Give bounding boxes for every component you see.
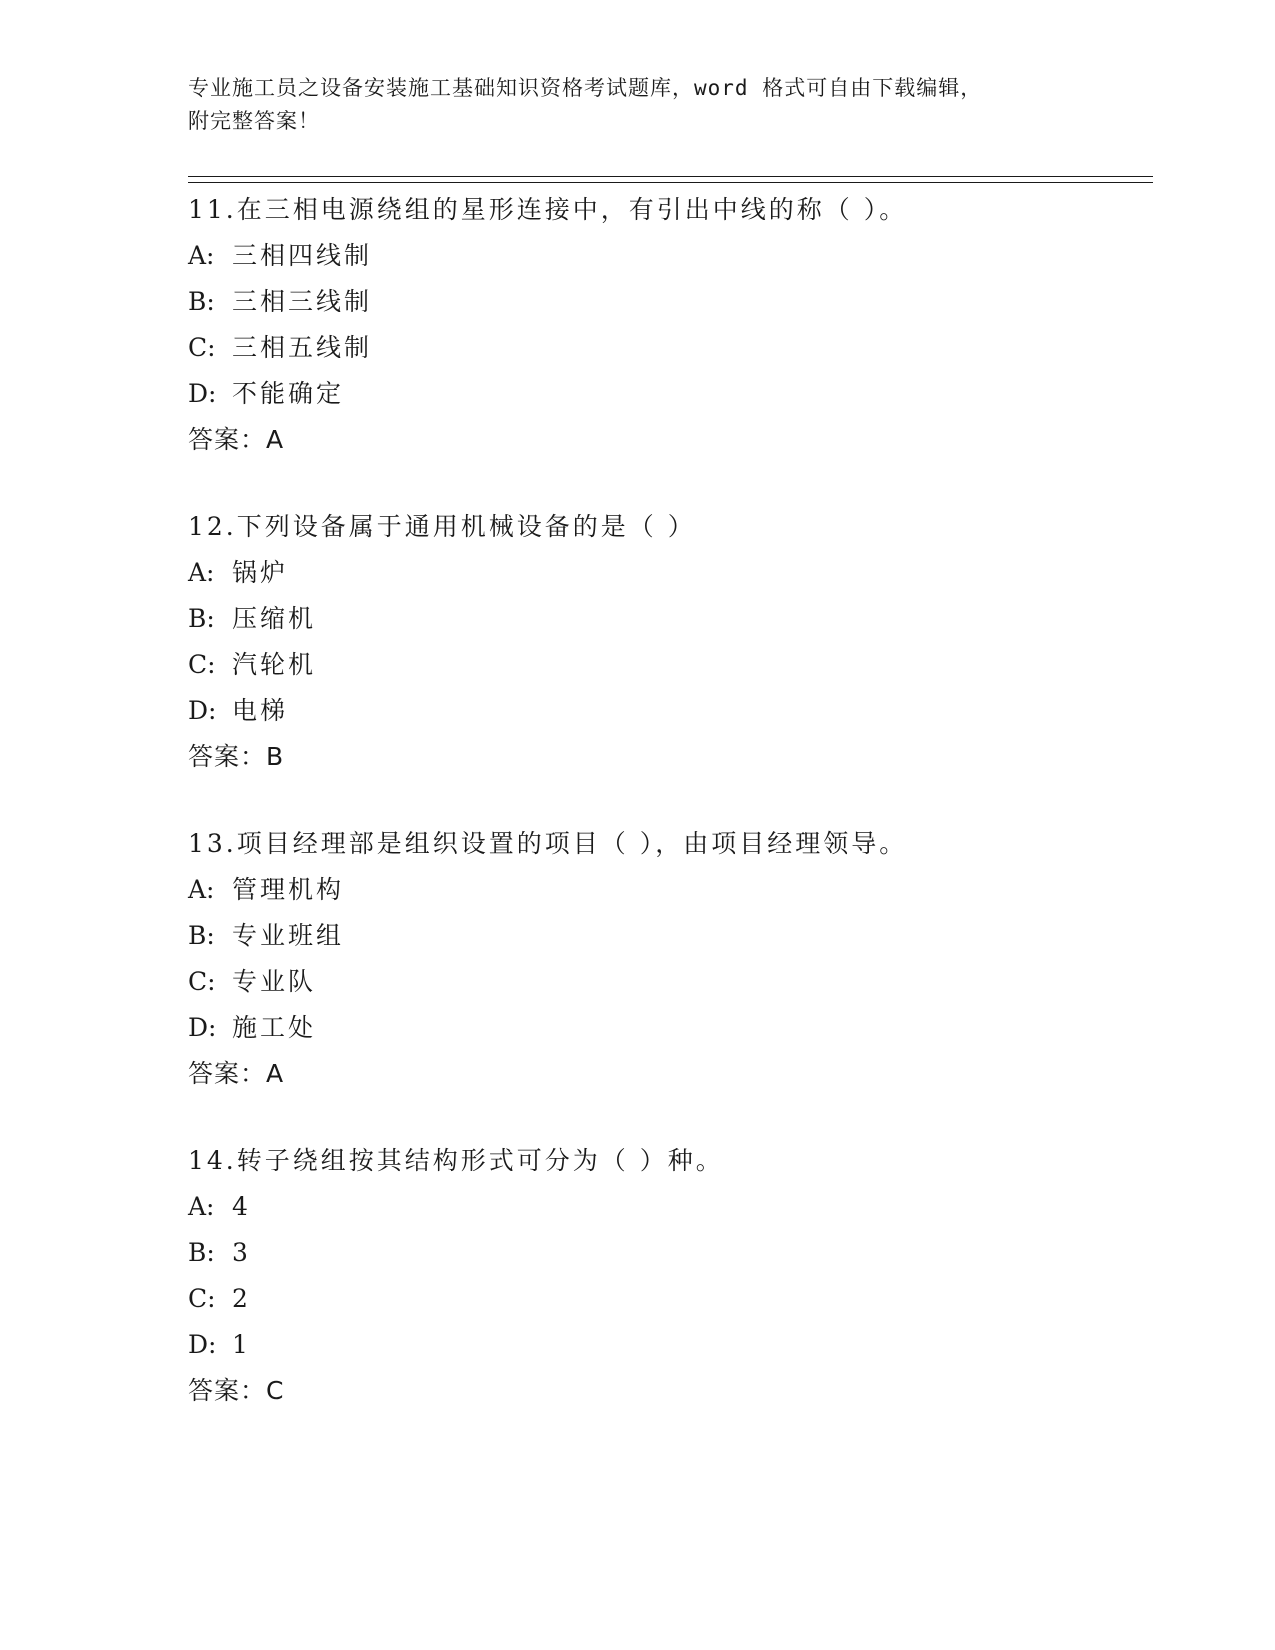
answer: 答案：C <box>188 1376 285 1405</box>
option-c <box>188 325 1148 371</box>
option-text: 电梯 <box>232 696 289 725</box>
question-stem: 14.转子绕组按其结构形式可分为（ ）种。 <box>188 1146 724 1175</box>
option-b <box>188 1230 1148 1276</box>
option-c <box>188 642 1148 688</box>
option-b <box>188 596 1148 642</box>
answer: 答案：B <box>188 742 285 771</box>
option-letter: A: <box>188 241 215 270</box>
option-text: 专业队 <box>232 967 317 996</box>
option-text: 三相四线制 <box>232 241 373 270</box>
question-stem: 13.项目经理部是组织设置的项目（ ），由项目经理领导。 <box>188 829 908 858</box>
question-14 <box>188 1138 1148 1414</box>
option-a <box>188 550 1148 596</box>
option-letter: D: <box>188 1330 217 1359</box>
option-letter: C: <box>188 333 216 362</box>
option-text: 汽轮机 <box>232 650 317 679</box>
option-text: 三相三线制 <box>232 287 373 316</box>
header-line-2: 附完整答案！ <box>188 109 320 133</box>
option-letter: B: <box>188 921 215 950</box>
header-divider-bottom <box>188 182 1153 183</box>
header-line-1: 专业施工员之设备安装施工基础知识资格考试题库，word 格式可自由下载编辑， <box>188 76 983 100</box>
answer: 答案：A <box>188 1059 285 1088</box>
document-header <box>188 72 1088 138</box>
option-letter: A: <box>188 875 215 904</box>
question-stem: 11.在三相电源绕组的星形连接中，有引出中线的称（ ）。 <box>188 195 908 224</box>
option-text: 专业班组 <box>232 921 345 950</box>
option-b <box>188 279 1148 325</box>
option-letter: B: <box>188 287 215 316</box>
question-stem: 12.下列设备属于通用机械设备的是（ ） <box>188 512 696 541</box>
option-letter: C: <box>188 650 216 679</box>
option-d <box>188 1005 1148 1051</box>
answer: 答案：A <box>188 425 285 454</box>
option-letter: D: <box>188 1013 217 1042</box>
option-letter: C: <box>188 1284 216 1313</box>
option-letter: A: <box>188 558 215 587</box>
question-11 <box>188 187 1148 463</box>
option-letter: B: <box>188 604 215 633</box>
option-letter: D: <box>188 379 217 408</box>
option-d <box>188 688 1148 734</box>
option-text: 锅炉 <box>232 558 289 587</box>
option-letter: C: <box>188 967 216 996</box>
option-text: 施工处 <box>232 1013 317 1042</box>
option-d <box>188 1322 1148 1368</box>
option-a <box>188 1184 1148 1230</box>
question-12 <box>188 504 1148 780</box>
option-text: 3 <box>232 1238 251 1267</box>
option-text: 压缩机 <box>232 604 317 633</box>
option-letter: B: <box>188 1238 215 1267</box>
option-letter: A: <box>188 1192 215 1221</box>
option-text: 4 <box>232 1192 251 1221</box>
option-text: 不能确定 <box>232 379 345 408</box>
option-a <box>188 233 1148 279</box>
option-c <box>188 959 1148 1005</box>
option-a <box>188 867 1148 913</box>
option-text: 管理机构 <box>232 875 345 904</box>
option-b <box>188 913 1148 959</box>
option-text: 三相五线制 <box>232 333 373 362</box>
header-divider-top <box>188 176 1153 177</box>
option-d <box>188 371 1148 417</box>
question-13 <box>188 821 1148 1097</box>
option-text: 1 <box>232 1330 251 1359</box>
option-c <box>188 1276 1148 1322</box>
option-text: 2 <box>232 1284 251 1313</box>
option-letter: D: <box>188 696 217 725</box>
